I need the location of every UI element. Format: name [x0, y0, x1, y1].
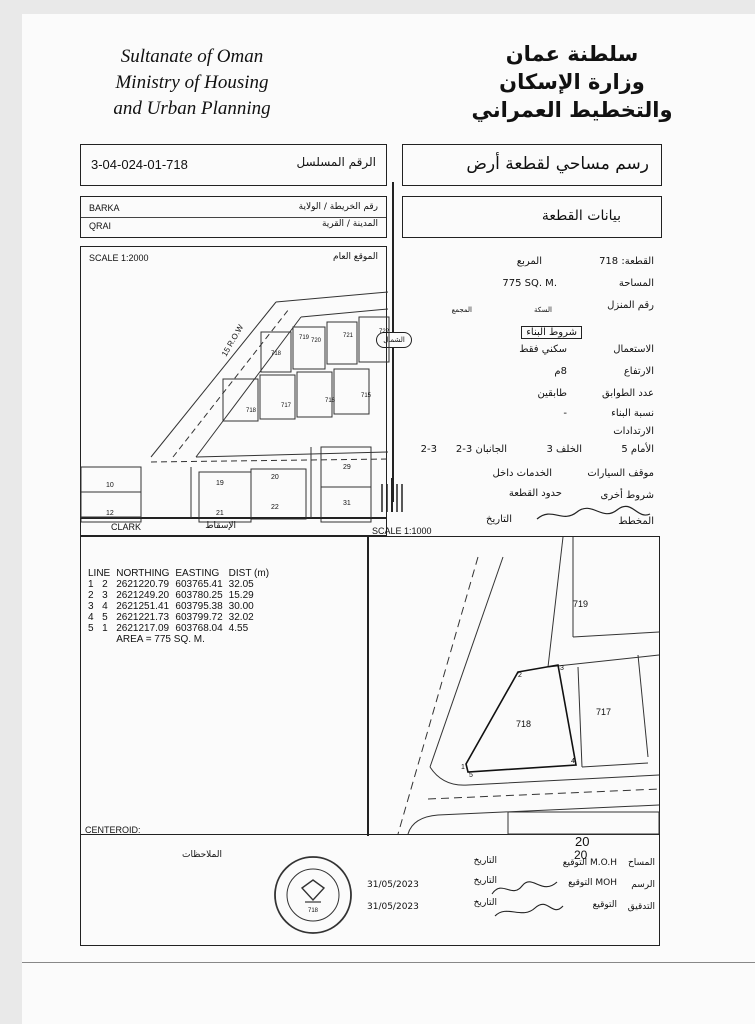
complex-label: المجمع [451, 306, 472, 314]
table-row [85, 601, 272, 612]
wilayat-value: BARKA [89, 203, 120, 213]
surveyor-label: المساح [627, 858, 655, 868]
block-label: المربع [516, 256, 542, 267]
cell: 3 [88, 601, 94, 612]
site-plot: 718 [271, 351, 282, 357]
draftsman-label: الرسم [631, 880, 655, 890]
site-plot: 715 [361, 393, 372, 399]
date-label-1: التاريخ [473, 856, 497, 866]
sides-label: الجانبان [475, 444, 507, 455]
doc-title: رسم مساحي لقطعة أرض [466, 154, 649, 174]
header-ar-line1: سلطنة عمان [505, 42, 639, 66]
sides-value-alt: 2-3 [420, 444, 437, 455]
detail-scale: SCALE 1:1000 [372, 526, 432, 536]
use-label: الاستعمال [613, 344, 654, 355]
header-en-line2: Ministry of Housing [115, 72, 269, 93]
table-row [85, 590, 272, 601]
building-conditions-label: شروط البناء [521, 326, 582, 339]
sides-value: 3-2 [455, 444, 473, 455]
col-header-dist: DIST (m) [228, 568, 270, 579]
col-header-line: LINE [88, 568, 111, 579]
cell: 2621251.41 [116, 601, 170, 612]
site-map-drawing [81, 247, 388, 519]
site-plot: 721 [343, 333, 354, 339]
front-label: الأمام [630, 444, 654, 455]
stamp-number: 718 [308, 908, 319, 914]
serial-label: الرقم المسلسل [296, 155, 376, 169]
cell: 5 [102, 612, 108, 623]
setbacks-label: الارتدادات [613, 426, 654, 437]
detail-plot: 20 [574, 848, 588, 862]
cell: 603799.72 [175, 612, 223, 623]
north-label: الشمال [376, 332, 412, 348]
plot-info: القطعة: 718 المربع المساحة 775 SQ. M. رقم المنزل السكة المجمع شروط البناء الاستعمال سكني فقط الارتفاع 8م عدد الطوابق طابقين نسبة البناء - الارتدادات الأمام 5 الخلف 3 الجانبان 3-2 2-3 موقف السيارات الخدمات داخل شروط أخرى حدود القطعة المخطط التاريخ [420, 256, 654, 527]
cell: 2621221.73 [116, 612, 170, 623]
vertex: 2 [518, 672, 522, 679]
parking-label: موقف السيارات [587, 468, 654, 479]
village-value: QRAI [89, 221, 112, 231]
vertex: 3 [560, 665, 564, 672]
area-value: 775 SQ. M. [502, 278, 557, 289]
site-plot: 716 [325, 398, 336, 404]
other-conditions-label: شروط أخرى [600, 490, 654, 501]
house-number-label: رقم المنزل [607, 300, 654, 311]
cell: 2 [102, 579, 108, 590]
moh-sign-label-2: MOH التوقيع [568, 878, 617, 888]
site-plot: 31 [343, 500, 351, 507]
projection-box [80, 518, 387, 536]
plot-label: القطعة [624, 256, 654, 267]
cell: 32.02 [228, 612, 254, 623]
moh-sign-label-1: M.O.H التوقيع [562, 858, 617, 868]
detail-plot: 719 [573, 599, 589, 609]
site-plot: 717 [281, 403, 292, 409]
ratio-label: نسبة البناء [611, 408, 654, 419]
detail-plot-20: 20 [575, 834, 590, 849]
site-plot: 719 [299, 335, 310, 341]
location-box [80, 196, 387, 238]
checker-label: التدقيق [627, 902, 655, 912]
back-value: 3 [546, 444, 553, 455]
cell: 15.29 [228, 590, 254, 601]
cell: 603795.38 [175, 601, 223, 612]
projection-value: CLARK [111, 522, 142, 532]
signature-block [367, 854, 657, 934]
english-header [82, 44, 302, 122]
coordinate-table [85, 568, 272, 645]
serial-number: 3-04-024-01-718 [91, 157, 188, 172]
header-en-line3: and Urban Planning [113, 98, 271, 119]
parking-value: الخدمات داخل [492, 468, 552, 479]
col-header-easting: EASTING [175, 568, 220, 579]
handwritten-signature-icon [487, 874, 567, 924]
cell: 603780.25 [175, 590, 223, 601]
cell: 3 [102, 590, 108, 601]
table-header-row [85, 568, 272, 579]
parking-value-2: حدود القطعة [508, 488, 562, 499]
header-en-line1: Sultanate of Oman [120, 46, 264, 67]
centeroid-label: CENTEROID: [85, 825, 141, 835]
vertex: 1 [461, 764, 465, 771]
doc-title-box [402, 144, 662, 186]
site-road-label: 15 R.O.W [219, 323, 246, 358]
cell: 1 [88, 579, 94, 590]
plot-data-title: بيانات القطعة [541, 208, 621, 224]
table-row [85, 612, 272, 623]
site-map-scale: SCALE 1:2000 [89, 253, 149, 263]
arabic-header [462, 40, 682, 124]
floors-value: طابقين [537, 388, 567, 399]
site-plot: 20 [271, 474, 279, 481]
vertex: 5 [469, 772, 473, 779]
survey-sheet [22, 14, 755, 1024]
projection-label: الإسقاط [205, 521, 236, 531]
cell: 2621249.20 [116, 590, 170, 601]
height-value: 8م [554, 366, 567, 377]
floors-label: عدد الطوابق [602, 388, 654, 399]
site-plot: 29 [343, 464, 351, 471]
cell: 2 [88, 590, 94, 601]
detail-plot: 717 [596, 707, 612, 717]
plot-number: 718 [599, 256, 619, 267]
plot-data-title-box [402, 196, 662, 238]
cell: 2621220.79 [116, 579, 170, 590]
use-value: سكني فقط [519, 344, 567, 355]
map-number-label: رقم الخريطة / الولاية [298, 202, 378, 212]
vertex: 4 [571, 758, 575, 765]
cell: 1 [102, 623, 108, 634]
table-row [85, 579, 272, 590]
date-label-3: التاريخ [473, 898, 497, 908]
planner-signature-icon [532, 504, 652, 526]
height-label: الارتفاع [623, 366, 654, 377]
street-label: السكة [534, 306, 552, 314]
date-value-1: 31/05/2023 [367, 880, 419, 890]
cell: 4 [88, 612, 94, 623]
site-plot: 718 [246, 408, 257, 414]
bottom-rule [22, 962, 755, 963]
table-row [85, 623, 272, 634]
city-label: المدينة / القرية [321, 219, 378, 229]
date-label-2: التاريخ [473, 876, 497, 886]
planner-label: المخطط [618, 516, 654, 527]
planner-date-label: التاريخ [486, 514, 512, 525]
site-plot: 12 [106, 510, 114, 517]
cell: 603765.41 [175, 579, 223, 590]
cell: 2621217.09 [116, 623, 170, 634]
site-plot: 21 [216, 510, 224, 517]
official-stamp-icon [272, 854, 354, 936]
cell: 4 [102, 601, 108, 612]
site-map-box [80, 246, 390, 518]
site-map-label: الموقع العام [333, 252, 378, 262]
detail-plot: 718 [516, 719, 532, 729]
ratio-value: - [563, 408, 567, 419]
serial-box [80, 144, 387, 186]
cell: 4.55 [228, 623, 249, 634]
area-label: المساحة [618, 278, 654, 289]
front-value: 5 [621, 444, 628, 455]
notes-label: الملاحظات [182, 850, 222, 860]
area-total: AREA = 775 SQ. M. [116, 634, 205, 645]
table-area-row [85, 634, 272, 645]
site-plot: 722 [379, 329, 390, 335]
cell: 5 [88, 623, 94, 634]
site-plot: 19 [216, 480, 224, 487]
date-value-2: 31/05/2023 [367, 902, 419, 912]
header-ar-line2: وزارة الإسكان [499, 70, 645, 94]
site-plot: 10 [106, 482, 114, 489]
site-plot: 22 [271, 504, 279, 511]
col-header-northing: NORTHING [116, 568, 170, 579]
header-ar-line3: والتخطيط العمراني [471, 98, 673, 122]
back-label: الخلف [556, 444, 582, 455]
cell: 603768.04 [175, 623, 223, 634]
cell: 32.05 [228, 579, 254, 590]
sign-label-3: التوقيع [592, 900, 617, 910]
cell: 30.00 [228, 601, 254, 612]
site-plot: 720 [311, 338, 322, 344]
